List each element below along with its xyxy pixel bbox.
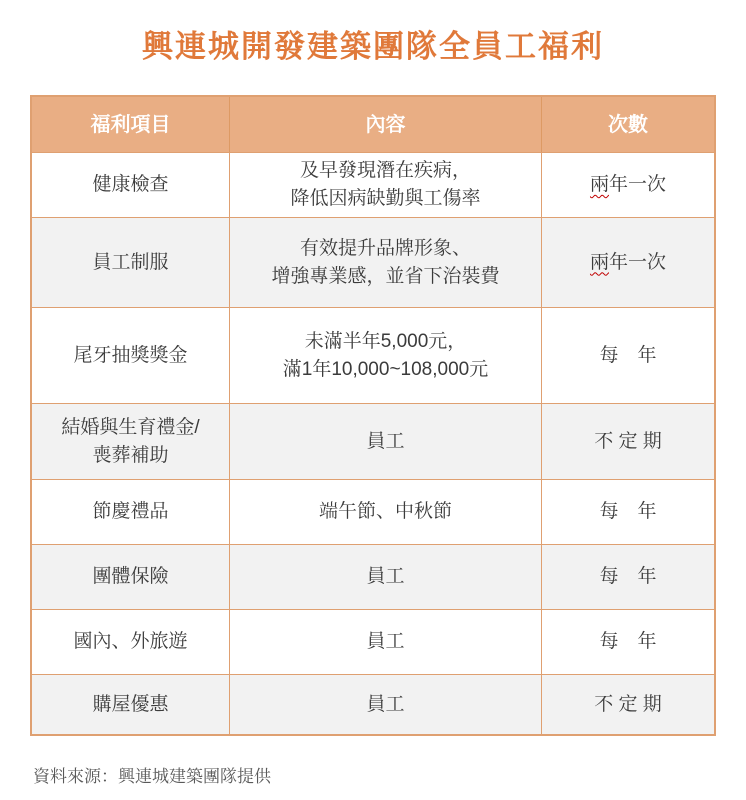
benefit-item-label: 健康檢查 <box>92 174 169 195</box>
table-row <box>32 674 714 734</box>
frequency-cell <box>542 153 714 217</box>
benefit-item-label: 喪葬補助 <box>92 444 169 466</box>
benefit-item-label: 購屋優惠 <box>92 693 169 715</box>
table-row <box>32 403 714 479</box>
content-line: 未滿半年5,000元， <box>304 330 467 352</box>
content-cell <box>230 610 542 674</box>
header-cell-frequency: 次數 <box>608 113 648 136</box>
table-row <box>32 609 714 674</box>
content-cell <box>230 480 542 544</box>
content-line: 端午節、中秋節 <box>318 501 452 522</box>
frequency-label: 不 定 期 <box>594 693 662 715</box>
content-line: 有效提升品牌形象、 <box>299 237 471 259</box>
frequency-label: 每 年 <box>599 566 657 587</box>
frequency-label: 每 年 <box>599 631 657 652</box>
content-line: 員工 <box>366 631 405 652</box>
benefit-item-cell <box>32 218 230 307</box>
frequency-cell <box>542 308 714 403</box>
frequency-label: 每 年 <box>599 344 657 366</box>
benefit-item-cell <box>32 308 230 403</box>
benefits-table <box>30 95 716 736</box>
content-cell <box>230 404 542 479</box>
benefit-item-label: 結婚與生育禮金/ <box>61 416 200 438</box>
benefit-item-label: 尾牙抽獎獎金 <box>73 344 188 366</box>
frequency-text: 年一次 <box>609 251 667 273</box>
frequency-cell <box>542 218 714 307</box>
content-cell <box>230 308 542 403</box>
content-line: 增強專業感，並省下治裝費 <box>271 265 500 287</box>
frequency-label <box>590 249 666 277</box>
frequency-cell <box>542 610 714 674</box>
benefit-item-cell <box>32 404 230 479</box>
content-cell <box>230 675 542 734</box>
table-row <box>32 217 714 307</box>
content-line: 員工 <box>366 693 405 715</box>
table-row <box>32 544 714 609</box>
table-row <box>32 152 714 217</box>
header-cell-item: 福利項目 <box>32 97 230 152</box>
content-cell <box>230 218 542 307</box>
benefit-item-label: 節慶禮品 <box>92 501 169 522</box>
frequency-cell <box>542 404 714 479</box>
content-line: 滿1年10,000~108,000元 <box>282 358 489 380</box>
benefit-item-cell <box>32 480 230 544</box>
misspell-underline: 兩 <box>589 174 609 195</box>
content-cell <box>230 153 542 217</box>
benefit-item-cell <box>32 610 230 674</box>
table-row <box>32 479 714 544</box>
benefit-item-cell <box>32 153 230 217</box>
table-row <box>32 307 714 403</box>
table-header-row <box>32 97 714 152</box>
frequency-label: 每 年 <box>599 501 657 522</box>
header-cell-content: 內容 <box>230 97 542 152</box>
content-cell <box>230 545 542 609</box>
misspell-underline: 兩 <box>589 251 609 273</box>
benefit-item-cell <box>32 675 230 734</box>
content-line: 員工 <box>366 430 405 452</box>
content-line: 及早發現潛在疾病， <box>299 160 471 181</box>
benefit-item-label: 員工制服 <box>92 251 169 273</box>
frequency-label: 不 定 期 <box>594 430 662 452</box>
frequency-label <box>590 171 666 199</box>
benefit-item-label: 國內、外旅遊 <box>73 631 188 652</box>
page-title: 興連城開發建築團隊全員工福利 <box>142 29 604 64</box>
benefit-item-cell <box>32 545 230 609</box>
content-line: 員工 <box>366 566 405 587</box>
source-note: 資料來源：興連城建築團隊提供 <box>33 767 271 786</box>
frequency-cell <box>542 545 714 609</box>
benefit-item-label: 團體保險 <box>92 566 169 587</box>
frequency-cell <box>542 480 714 544</box>
content-line: 降低因病缺勤與工傷率 <box>290 188 481 209</box>
frequency-text: 年一次 <box>609 174 667 195</box>
frequency-cell <box>542 675 714 734</box>
